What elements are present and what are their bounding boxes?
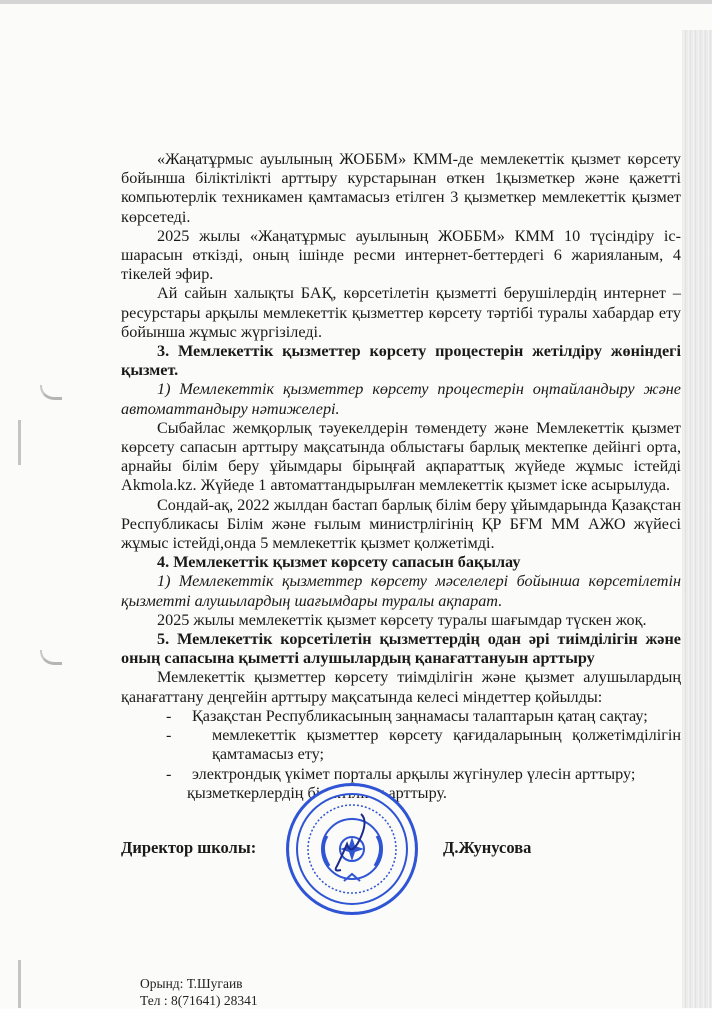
list-item xyxy=(121,726,681,764)
official-stamp xyxy=(286,783,418,915)
signatory-role: Директор школы: xyxy=(121,838,257,857)
executor-name: Орынд: Т.Шугаив xyxy=(140,976,243,991)
list-item xyxy=(121,707,681,726)
paragraph-media: Ай сайын халықты БАҚ, көрсетілетін қызметті берушілердің интернет – ресурстары арқылы мемлекеттік қызметтер көрсету тәртібі туралы хабардар ету бойынша жұмыс жүргізіледі. xyxy=(121,284,681,341)
list-item-text: Қазақстан Республикасының заңнамасы талаптарын қатаң сақтау; xyxy=(192,706,648,725)
list-dash: - xyxy=(166,764,172,783)
subheading-section-3: 1) Мемлекеттік қызметтер көрсету процестерін оңтайландыру және автоматтандыру нәтижелері. xyxy=(121,380,681,418)
heading-section-3: 3. Мемлекеттік қызметтер көрсету процестерін жетілдіру жөніндегі қызмет. xyxy=(121,342,681,380)
paragraph-staff: «Жаңатұрмыс ауылының ЖОББМ» КММ-де мемлекеттік қызмет көрсету бойынша біліктілікті арттыру курстарынан өткен 1қызметкер және қажетті компьютерлік техникамен қамтамасыз етілген 3 қызметкер мемлекеттік қызмет көрсетеді. xyxy=(121,150,681,226)
binding-mark xyxy=(18,420,21,465)
binding-mark xyxy=(18,960,21,1008)
executor-phone: Тел : 8(71641) 28341 xyxy=(140,993,258,1008)
footer xyxy=(140,975,258,1009)
paragraph-system: Сондай-ақ, 2022 жылдан бастап барлық білім беру ұйымдарында Қазақстан Республикасы Білім және ғылым министрлігінің ҚР БҒМ ММ АЖО жүйесі жұмыс істейді,онда 5 мемлекеттік қызмет қолжетімді. xyxy=(121,495,681,553)
scan-right-edge xyxy=(682,30,712,1008)
list-item xyxy=(121,765,681,784)
paragraph-tasks: Мемлекеттік қызметтер көрсету тиімділігін және қызмет алушылардың қанағаттану деңгейін арттыру мақсатында келесі міндеттер қойылды: xyxy=(121,668,681,706)
paragraph-automation: Сыбайлас жемқорлық тәуекелдерін төмендету және Мемлекеттік қызмет көрсету сапасын арттыру мақсатында облыстағы барлық мектепке дейінгі орта, арнайы білім беру ұйымдары бірыңғай ақпараттық жүйеде жұмыс істейді Akmola.kz. Жүйеде 1 автоматтандырылған мемлекеттік қызмет іске асырылуда. xyxy=(121,418,681,495)
stamp-emblem-icon xyxy=(289,786,415,912)
subheading-section-4: 1) Мемлекеттік қызметтер көрсету мәселелері бойынша көрсетілетін қызметті алушылардың шағымдары туралы ақпарат. xyxy=(121,572,681,610)
list-item-text: мемлекеттік қызметтер көрсету қағидаларының қолжетімділігін қамтамасыз ету; xyxy=(212,726,681,764)
punch-hole-mark xyxy=(40,650,62,665)
paragraph-complaints: 2025 жылы мемлекеттік қызмет көрсету туралы шағымдар түскен жоқ. xyxy=(157,610,647,629)
paragraph-events: 2025 жылы «Жаңатұрмыс ауылының ЖОББМ» КММ 10 түсіндіру іс-шарасын өткізді, оның ішінде ресми интернет-беттердегі 6 жарияланым, 4 тікелей эфир. xyxy=(121,226,681,284)
signatory-name: Д.Жунусова xyxy=(443,838,532,857)
heading-section-4: 4. Мемлекеттік қызмет көрсету сапасын бақылау xyxy=(157,553,521,572)
heading-section-5: 5. Мемлекеттік корсетілетін қызметтердің одан әрі тиімділігін және оның сапасына қыметті алушылардың қанағаттануын арттыру xyxy=(121,630,681,668)
list-continuation: қызметкерлердің біліктілігін арттыру. xyxy=(187,783,447,802)
list-item-text: электрондық үкімет порталы арқылы жүгінулер үлесін арттыру; xyxy=(192,764,636,783)
punch-hole-mark xyxy=(40,385,62,400)
list-dash: - xyxy=(166,706,172,725)
document-body xyxy=(121,150,681,803)
list-dash: - xyxy=(166,726,172,745)
scan-top-edge xyxy=(0,0,712,4)
